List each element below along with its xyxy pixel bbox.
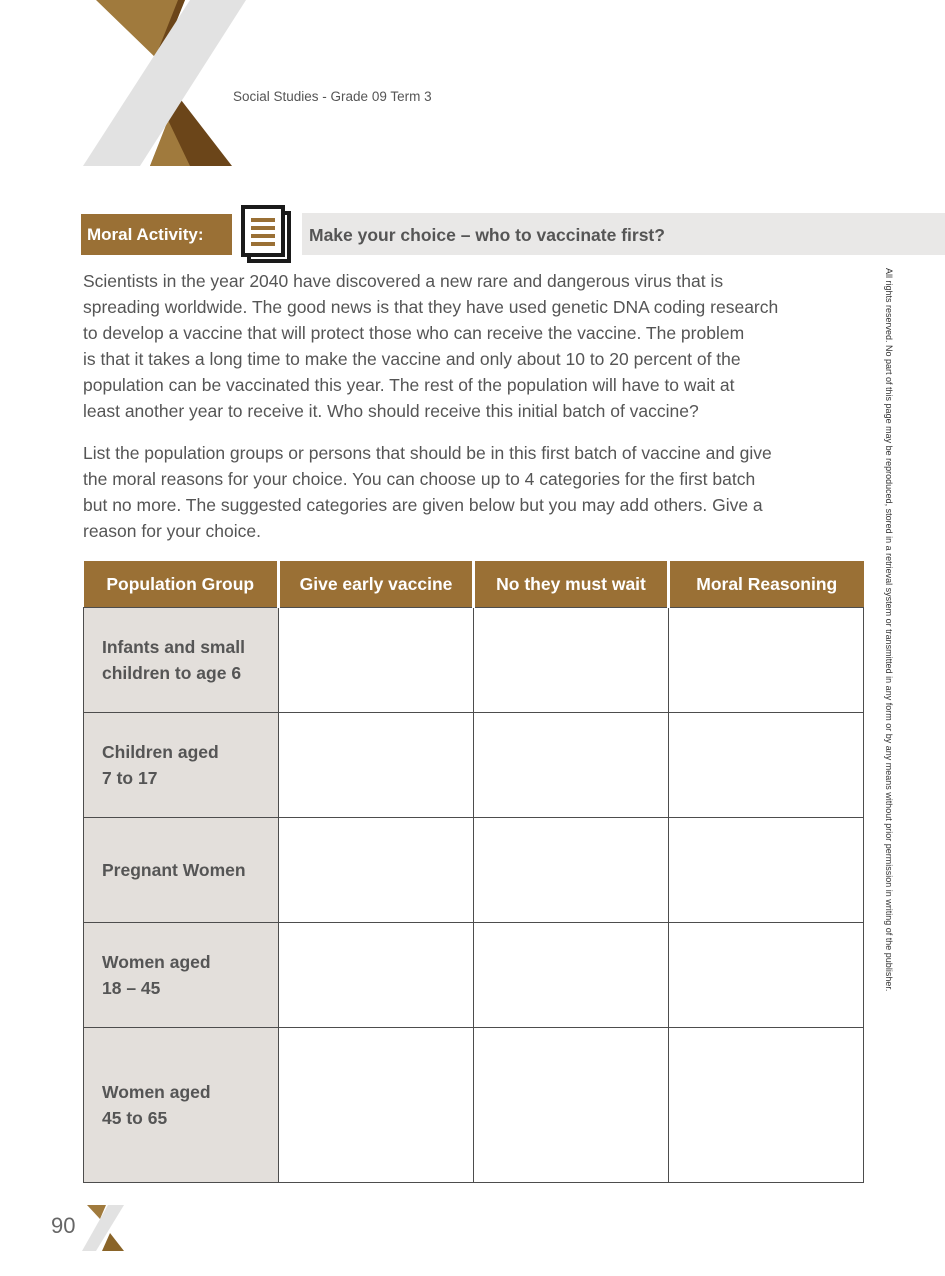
- group-label-line: Women aged: [102, 1082, 211, 1102]
- must-wait-answer-cell[interactable]: [474, 713, 669, 818]
- table-row: [84, 923, 864, 1028]
- population-group-cell: [84, 1028, 279, 1183]
- table-row: [84, 818, 864, 923]
- population-group-cell: [84, 608, 279, 713]
- footer-logo-x: [82, 1205, 126, 1251]
- group-label-line: Pregnant Women: [102, 860, 246, 880]
- must-wait-answer-cell[interactable]: [474, 608, 669, 713]
- early-vaccine-answer-cell[interactable]: [279, 713, 474, 818]
- group-label-line: 7 to 17: [102, 768, 158, 788]
- paragraph-line: Scientists in the year 2040 have discovered a new rare and dangerous virus that is: [83, 271, 724, 291]
- paragraph-line: is that it takes a long time to make the vaccine and only about 10 to 20 percent of the: [83, 349, 741, 369]
- moral-reasoning-answer-cell[interactable]: [669, 713, 864, 818]
- copyright-note: All rights reserved. No part of this page may be reproduced, stored in a retrieval system or transmitted in any form or by any means without prior permission in writing of the publisher.: [884, 268, 894, 992]
- population-group-cell: [84, 818, 279, 923]
- table-row: [84, 1028, 864, 1183]
- group-label-line: children to age 6: [102, 663, 242, 683]
- early-vaccine-answer-cell[interactable]: [279, 1028, 474, 1183]
- group-label-line: 45 to 65: [102, 1108, 168, 1128]
- table-row: [84, 713, 864, 818]
- must-wait-answer-cell[interactable]: [474, 818, 669, 923]
- must-wait-answer-cell[interactable]: [474, 1028, 669, 1183]
- early-vaccine-answer-cell[interactable]: [279, 818, 474, 923]
- paragraph-line: but no more. The suggested categories are given below but you may add others. Give a: [83, 495, 763, 515]
- header-must-wait: No they must wait: [474, 561, 669, 608]
- moral-reasoning-answer-cell[interactable]: [669, 1028, 864, 1183]
- group-label-line: Infants and small: [102, 637, 245, 657]
- group-label-line: Children aged: [102, 742, 219, 762]
- running-header: Social Studies - Grade 09 Term 3: [233, 89, 432, 104]
- instructions-paragraph: [83, 440, 863, 544]
- early-vaccine-answer-cell[interactable]: [279, 608, 474, 713]
- header-logo-x: [0, 0, 260, 170]
- activity-title: Make your choice – who to vaccinate first?: [302, 213, 945, 255]
- header-moral-reasoning: Moral Reasoning: [669, 561, 864, 608]
- population-group-cell: [84, 713, 279, 818]
- header-give-early-vaccine: Give early vaccine: [279, 561, 474, 608]
- paragraph-line: to develop a vaccine that will protect those who can receive the vaccine. The problem: [83, 323, 745, 343]
- group-label-line: 18 – 45: [102, 978, 161, 998]
- moral-reasoning-answer-cell[interactable]: [669, 608, 864, 713]
- must-wait-answer-cell[interactable]: [474, 923, 669, 1028]
- paragraph-line: List the population groups or persons that should be in this first batch of vaccine and give: [83, 443, 772, 463]
- paragraph-line: spreading worldwide. The good news is that they have used genetic DNA coding research: [83, 297, 779, 317]
- moral-reasoning-answer-cell[interactable]: [669, 818, 864, 923]
- early-vaccine-answer-cell[interactable]: [279, 923, 474, 1028]
- paragraph-line: population can be vaccinated this year. The rest of the population will have to wait at: [83, 375, 735, 395]
- vaccine-choice-table: [83, 561, 864, 1183]
- paragraph-line: reason for your choice.: [83, 521, 262, 541]
- moral-reasoning-answer-cell[interactable]: [669, 923, 864, 1028]
- table-row: [84, 608, 864, 713]
- header-population-group: Population Group: [84, 561, 279, 608]
- group-label-line: Women aged: [102, 952, 211, 972]
- intro-paragraph: [83, 268, 863, 424]
- document-icon: [240, 205, 294, 263]
- page-number: 90: [51, 1213, 76, 1238]
- paragraph-line: the moral reasons for your choice. You can choose up to 4 categories for the first batch: [83, 469, 756, 489]
- table-header-row: [84, 561, 864, 608]
- paragraph-line: least another year to receive it. Who should receive this initial batch of vaccine?: [83, 401, 699, 421]
- population-group-cell: [84, 923, 279, 1028]
- activity-tag: Moral Activity:: [81, 214, 232, 255]
